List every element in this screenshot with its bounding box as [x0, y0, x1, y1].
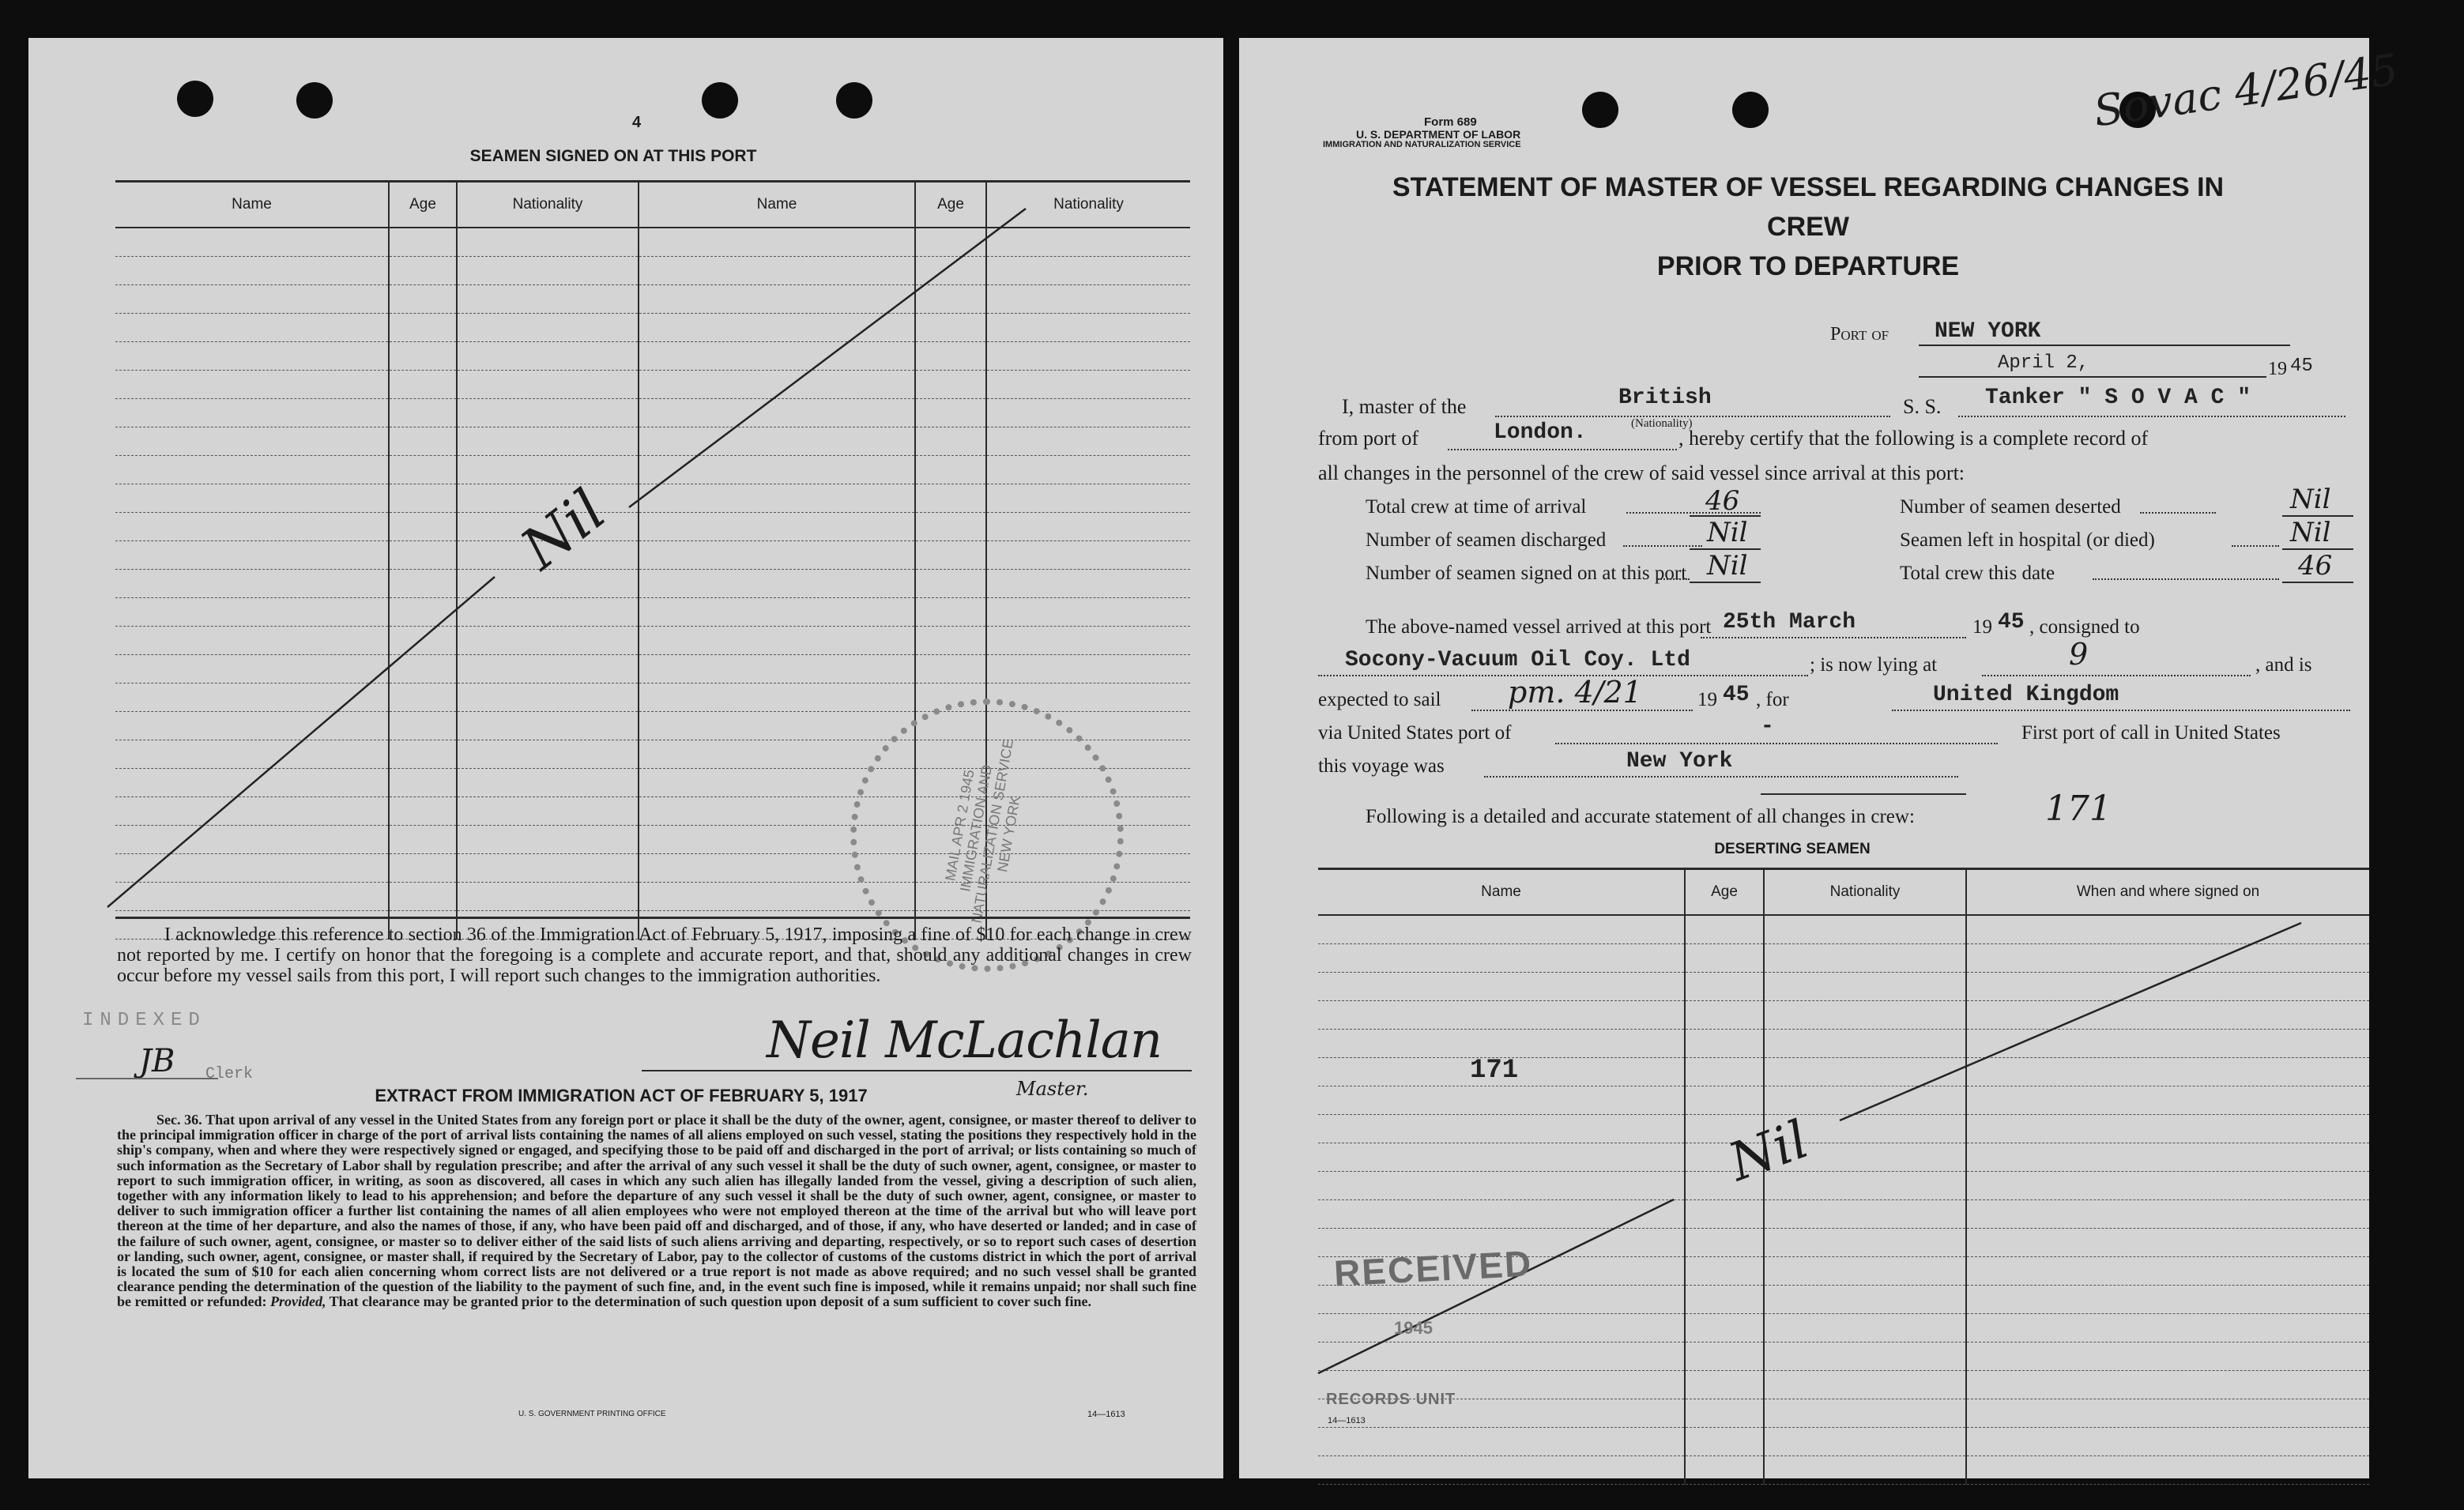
service: IMMIGRATION AND NATURALIZATION SERVICE	[1323, 140, 1521, 149]
sail-value: pm. 4/21	[1508, 675, 1642, 710]
printer-line: U. S. GOVERNMENT PRINTING OFFICE	[518, 1410, 666, 1418]
clerk-initials: JB	[139, 1043, 175, 1079]
master-label: Master.	[1016, 1078, 1089, 1100]
master-signature: Neil McLachlan	[767, 1011, 1162, 1070]
table-title: SEAMEN SIGNED ON AT THIS PORT	[469, 147, 757, 165]
left-page	[28, 38, 1223, 1478]
arrived-year-prefix: 19	[1972, 616, 1992, 638]
column-header: Name	[639, 182, 915, 228]
page-number: 4	[632, 114, 642, 131]
extract-section: Sec. 36.	[156, 1112, 202, 1128]
form-code: 14—1613	[1087, 1410, 1125, 1419]
title-line-1: STATEMENT OF MASTER OF VESSEL REGARDING CHANGES IN CREW	[1392, 172, 2225, 242]
signature-line	[642, 1070, 1192, 1071]
deserting-title: DESERTING SEAMEN	[1714, 841, 1871, 857]
column-header: Nationality	[1764, 869, 1966, 916]
vessel-value: Tanker " S O V A C "	[1985, 386, 2251, 410]
extract-body: That upon arrival of any vessel in the United States from any foreign port or place it shall be the duty of the owner, agent, consignee, or master thereof to deliver to the principal immigration officer in charge of the port of arrival lists containing the names of all aliens employed on such vessel, stating the positions they respectively hold in the ship's company, when and where they were respectively signed or engaged, and specifying those to be paid off and discharged in the port of arrival; or lists containing so much of such information as the Secretary of Labor shall by regulation prescribe; and after the arrival of any such vessel it shall be the duty of such owner, agent, consignee, or master to report to such immigration officer, in writing, as soon as discovered, all cases in which any such alien has illegally landed from the vessel, giving a description of such alien, together with any information likely to lead to his apprehension; and before the departure of any such vessel it shall be the duty of such owner, agent, consignee, or master to deliver to such immigration officer a further list containing the names of all alien employees who were not employed thereon at the time of the arrival but who will leave port thereon at the time of her departure, and also the names of those, if any, who have been paid off and discharged, and of those, if any, who have deserted or landed; and in case of the failure of such owner, agent, consignee, or master so to deliver either of the said lists of such aliens arriving and departing, respectively, or so to report such cases of desertion or landing, such owner, agent, consignee, or master shall, if required by the Secretary of Labor, pay to the collector of customs of the customs district in which the port of arrival is located the sum of $10 for each alien concerning whom correct lists are not delivered or a true report is not made as above required; and no such vessel shall be granted clearance pending the determination of the question of the liability to the payment of such fine, and, in the event such fine is imposed, while it remains unpaid; nor shall such fine be remitted or refunded:	[117, 1112, 1196, 1310]
port-value: NEW YORK	[1935, 319, 2041, 344]
lying-label: ; is now lying at	[1810, 654, 1938, 676]
deserted-value: Nil	[2290, 484, 2331, 515]
title-line-2: PRIOR TO DEPARTURE	[1656, 251, 1960, 281]
nationality-caption: (Nationality)	[1631, 417, 1693, 430]
destination-value: United Kingdom	[1933, 683, 2119, 707]
records-unit: RECORDS UNIT	[1326, 1391, 1456, 1408]
column-header: Age	[915, 182, 986, 228]
total-crew-date-label: Total crew this date	[1900, 563, 2055, 584]
total-crew-date-value: 46	[2298, 550, 2333, 582]
column-header: Nationality	[986, 182, 1190, 228]
stamped-number: 171	[1470, 1056, 1519, 1086]
certify-text: , hereby certify that the following is a complete record of	[1678, 427, 2149, 450]
column-header: Nationality	[457, 182, 639, 228]
master-of-label: I, master of the	[1342, 395, 1467, 418]
extract-title: EXTRACT FROM IMMIGRATION ACT OF FEBRUARY 5, 1917	[375, 1086, 868, 1105]
nil-mark: Nil	[1720, 1109, 1817, 1193]
lying-value: 9	[2069, 637, 2089, 672]
voyage-value: New York	[1626, 749, 1733, 774]
signed-on-label: Number of seamen signed on at this port	[1366, 563, 1687, 584]
sail-year: 45	[1723, 683, 1750, 707]
received-date: 1945	[1394, 1318, 1433, 1338]
nil-mark: Nil	[508, 476, 618, 582]
via-label: via United States port of	[1318, 722, 1512, 744]
total-crew-arrival-label: Total crew at time of arrival	[1366, 496, 1587, 518]
from-port-label: from port of	[1318, 427, 1419, 450]
consignee-value: Socony-Vacuum Oil Coy. Ltd	[1345, 648, 1690, 672]
clerk-label: Clerk	[205, 1065, 254, 1083]
voyage-label: this voyage was	[1318, 755, 1445, 777]
date-value: April 2,	[1998, 352, 2089, 374]
arrived-value: 25th March	[1723, 610, 1856, 635]
all-changes-text: all changes in the personnel of the crew of said vessel since arrival at this port:	[1318, 461, 1965, 484]
column-header: Age	[389, 182, 457, 228]
top-annotation: Sovac 4/26/45	[2090, 44, 2402, 137]
total-crew-arrival-value: 46	[1705, 485, 1740, 517]
from-port-value: London.	[1494, 420, 1587, 445]
table-bottom-rule	[115, 917, 1190, 919]
year-value: 45	[2290, 356, 2313, 377]
consigned-label: , consigned to	[2029, 616, 2140, 638]
extract-end: That clearance may be granted prior to the determination of such question upon deposit of a sum sufficient to cover such fine.	[329, 1293, 1091, 1310]
extract-text	[117, 1113, 1196, 1310]
column-header: Name	[1318, 869, 1685, 916]
sail-year-prefix: 19	[1697, 689, 1717, 710]
handwritten-number: 171	[2045, 789, 2112, 829]
received-stamp: RECEIVED	[1332, 1242, 1534, 1294]
discharged-label: Number of seamen discharged	[1366, 529, 1607, 551]
nationality-value: British	[1618, 386, 1712, 410]
right-page	[1239, 38, 2402, 1478]
acknowledgment-text: I acknowledge this reference to section 36 of the Immigration Act of February 5, 1917, imposing a fine of $10 for each change in crew not reported by me. I certify on honor that the foregoing is a complete and accurate report, and that, should any additional changes in crew occur before my vessel sails from this port, I will report such changes to the immigration authorities.	[117, 924, 1192, 986]
ss-label: S. S.	[1903, 395, 1942, 418]
and-is-label: , and is	[2255, 654, 2312, 676]
following-label: Following is a detailed and accurate statement of all changes in crew:	[1366, 806, 1915, 827]
hospital-label: Seamen left in hospital (or died)	[1900, 529, 2155, 551]
for-label: , for	[1756, 689, 1789, 710]
clerk-line	[76, 1078, 218, 1079]
arrived-label: The above-named vessel arrived at this port	[1366, 616, 1712, 638]
deserted-label: Number of seamen deserted	[1900, 496, 2121, 518]
port-label: Port of	[1830, 324, 1889, 345]
indexed-stamp: INDEXED	[82, 1010, 206, 1031]
signed-on-value: Nil	[1707, 550, 1748, 582]
form-code: 14—1613	[1328, 1416, 1366, 1425]
via-value: -	[1761, 714, 1774, 739]
discharged-value: Nil	[1707, 517, 1748, 548]
column-header: Name	[115, 182, 389, 228]
sail-label: expected to sail	[1318, 689, 1441, 710]
form-number: Form 689	[1424, 115, 1477, 129]
extract-proviso: Provided,	[269, 1293, 326, 1310]
year-prefix: 19	[2268, 359, 2287, 379]
column-header: Age	[1685, 869, 1764, 916]
hospital-value: Nil	[2290, 517, 2331, 548]
mail-stamp-text: MAIL APR 2 1945 IMMIGRATION AND NATURALIZATION SERVICE NEW YORK	[942, 737, 1023, 924]
arrived-year: 45	[1998, 610, 2025, 635]
department: U. S. DEPARTMENT OF LABOR	[1356, 128, 1521, 141]
column-header: When and where signed on	[1966, 869, 2369, 916]
first-port-label: First port of call in United States	[2021, 722, 2281, 744]
